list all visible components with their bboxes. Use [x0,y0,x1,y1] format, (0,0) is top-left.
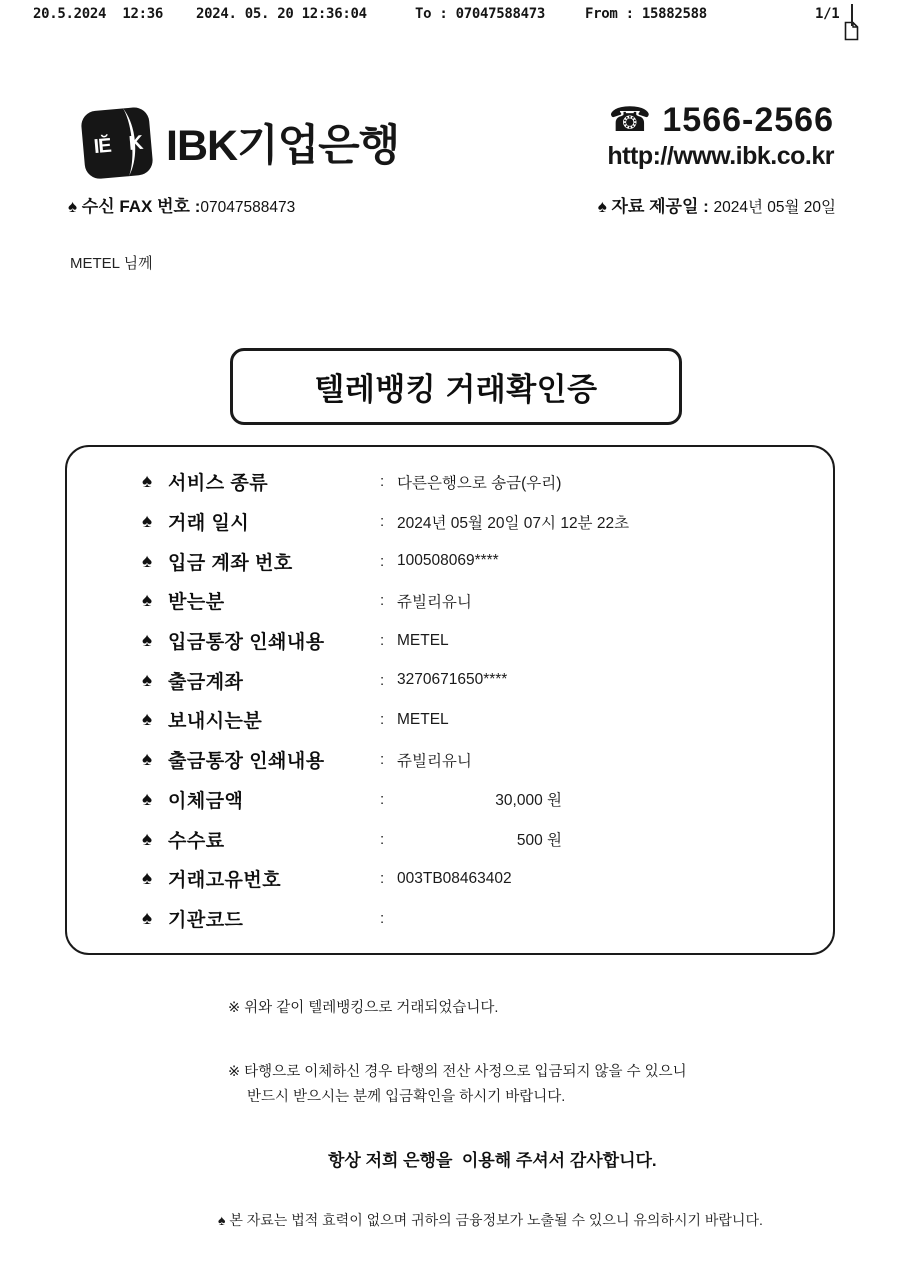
recv-fax-label: 수신 FAX 번호 [81,197,190,216]
row-label: 서비스 종류 [168,473,269,495]
row-value: 100508069**** [397,552,499,570]
row-colon: : [380,870,385,888]
spade-icon: ♠ [142,471,153,493]
row-colon: : [380,671,385,689]
spade-icon: ♠ [142,828,153,850]
row-label: 보내시는분 [168,711,263,733]
title-box [230,348,682,425]
detail-row [67,541,833,581]
row-colon: : [380,473,385,491]
phone-icon: ☎ [608,101,652,139]
row-label: 기관코드 [168,909,244,931]
row-value: METEL [397,631,449,649]
svg-text:K: K [127,131,145,156]
row-label: 수수료 [168,830,225,852]
fax-page-count: 1/1 [815,6,840,22]
spade-icon: ♠ [142,709,153,731]
row-colon: : [380,513,385,531]
row-label: 이체금액 [168,790,244,812]
row-value: 다른은행으로 송금(우리) [397,474,562,492]
note-other-bank-line2: 반드시 받으시는 분께 입금확인을 하시기 바랍니다. [247,1089,566,1105]
row-value: 2024년 05월 20일 07시 12분 22초 [397,514,630,532]
detail-row [67,819,833,859]
bank-phone-number: 1566-2566 [662,101,834,139]
spade-icon: ♠ [68,197,78,216]
ibk-logo-icon [78,101,158,185]
detail-row [67,700,833,740]
detail-row [67,899,833,939]
spade-icon: ♠ [142,590,153,612]
detail-row [67,780,833,820]
spade-icon: ♠ [142,511,153,533]
note-transacted: ※ 위와 같이 텔레뱅킹으로 거래되었습니다. [228,1000,499,1016]
thanks-line: 항상 저희 은행을 이용해 주셔서 감사합니다. [328,1151,657,1170]
recv-fax-value: 07047588473 [200,199,296,216]
fax-sent-date: 20.5.2024 12:36 [33,6,164,22]
row-value: 쥬빌리유니 [397,752,472,770]
note-other-bank [228,1060,687,1110]
legal-disclaimer [218,1210,763,1230]
row-colon: : [380,711,385,729]
fax-sent-datetime: 2024. 05. 20 12:36:04 [196,6,367,22]
bank-name: IBK기업은행 [166,122,400,170]
bank-phone-line [607,100,834,140]
row-label: 출금계좌 [168,671,244,693]
fax-to-number: To : 07047588473 [415,6,546,22]
spade-icon: ♠ [597,197,607,216]
document-title: 텔레뱅킹 거래확인증 [314,372,598,407]
row-label: 거래고유번호 [168,870,282,892]
row-label: 입금 계좌 번호 [168,552,293,574]
row-colon: : [380,909,385,927]
scan-artifact-line [851,4,853,26]
row-label: 받는분 [168,592,225,614]
row-colon: : [380,592,385,610]
row-label: 출금통장 인쇄내용 [168,751,325,773]
row-colon: : [380,632,385,650]
row-value: METEL [397,710,449,728]
bank-contact-block [607,100,834,171]
row-colon: : [380,552,385,570]
fax-from-number: From : 15882588 [585,6,707,22]
transaction-detail-box [65,445,835,955]
spade-icon: ♠ [142,550,153,572]
detail-row [67,581,833,621]
row-colon: : [380,751,385,769]
detail-row [67,740,833,780]
spade-icon: ♠ [142,788,153,810]
detail-row [67,859,833,899]
row-value: 쥬빌리유니 [397,593,472,611]
svg-text:IӖ: IӖ [92,134,112,159]
spade-icon: ♠ [142,868,153,890]
detail-row [67,502,833,542]
issue-date-value: 2024년 05월 20일 [713,199,836,216]
row-value: 3270671650**** [397,671,508,689]
detail-rows [67,462,833,938]
bank-website: http://www.ibk.co.kr [607,142,834,170]
spade-icon: ♠ [142,907,153,929]
spade-icon: ♠ [142,669,153,691]
row-value: 500 원 [516,832,562,850]
row-value: 30,000 원 [495,792,562,810]
fax-transmission-header [0,4,900,26]
row-value: 003TB08463402 [397,869,512,887]
spade-icon: ♠ [218,1212,226,1228]
spade-icon: ♠ [142,630,153,652]
row-label: 입금통장 인쇄내용 [168,632,325,654]
note-other-bank-line1: ※ 타행으로 이체하신 경우 타행의 전산 사정으로 입금되지 않을 수 있으니 [228,1064,687,1080]
detail-row [67,462,833,502]
detail-row [67,621,833,661]
spade-icon: ♠ [142,749,153,771]
legal-disclaimer-text: 본 자료는 법적 효력이 없으며 귀하의 금융정보가 노출될 수 있으니 유의하시기 바랍니다. [229,1212,763,1228]
row-label: 거래 일시 [168,513,250,535]
row-colon: : [380,830,385,848]
issue-date-line: ♠ 자료 제공일 : 2024년 05월 20일 [597,197,836,216]
recv-fax-number-line: ♠ 수신 FAX 번호 :07047588473 [68,197,296,216]
row-colon: : [380,790,385,808]
detail-row [67,660,833,700]
recipient-line: METEL 님께 [70,255,153,272]
issue-date-label: 자료 제공일 [611,197,699,216]
